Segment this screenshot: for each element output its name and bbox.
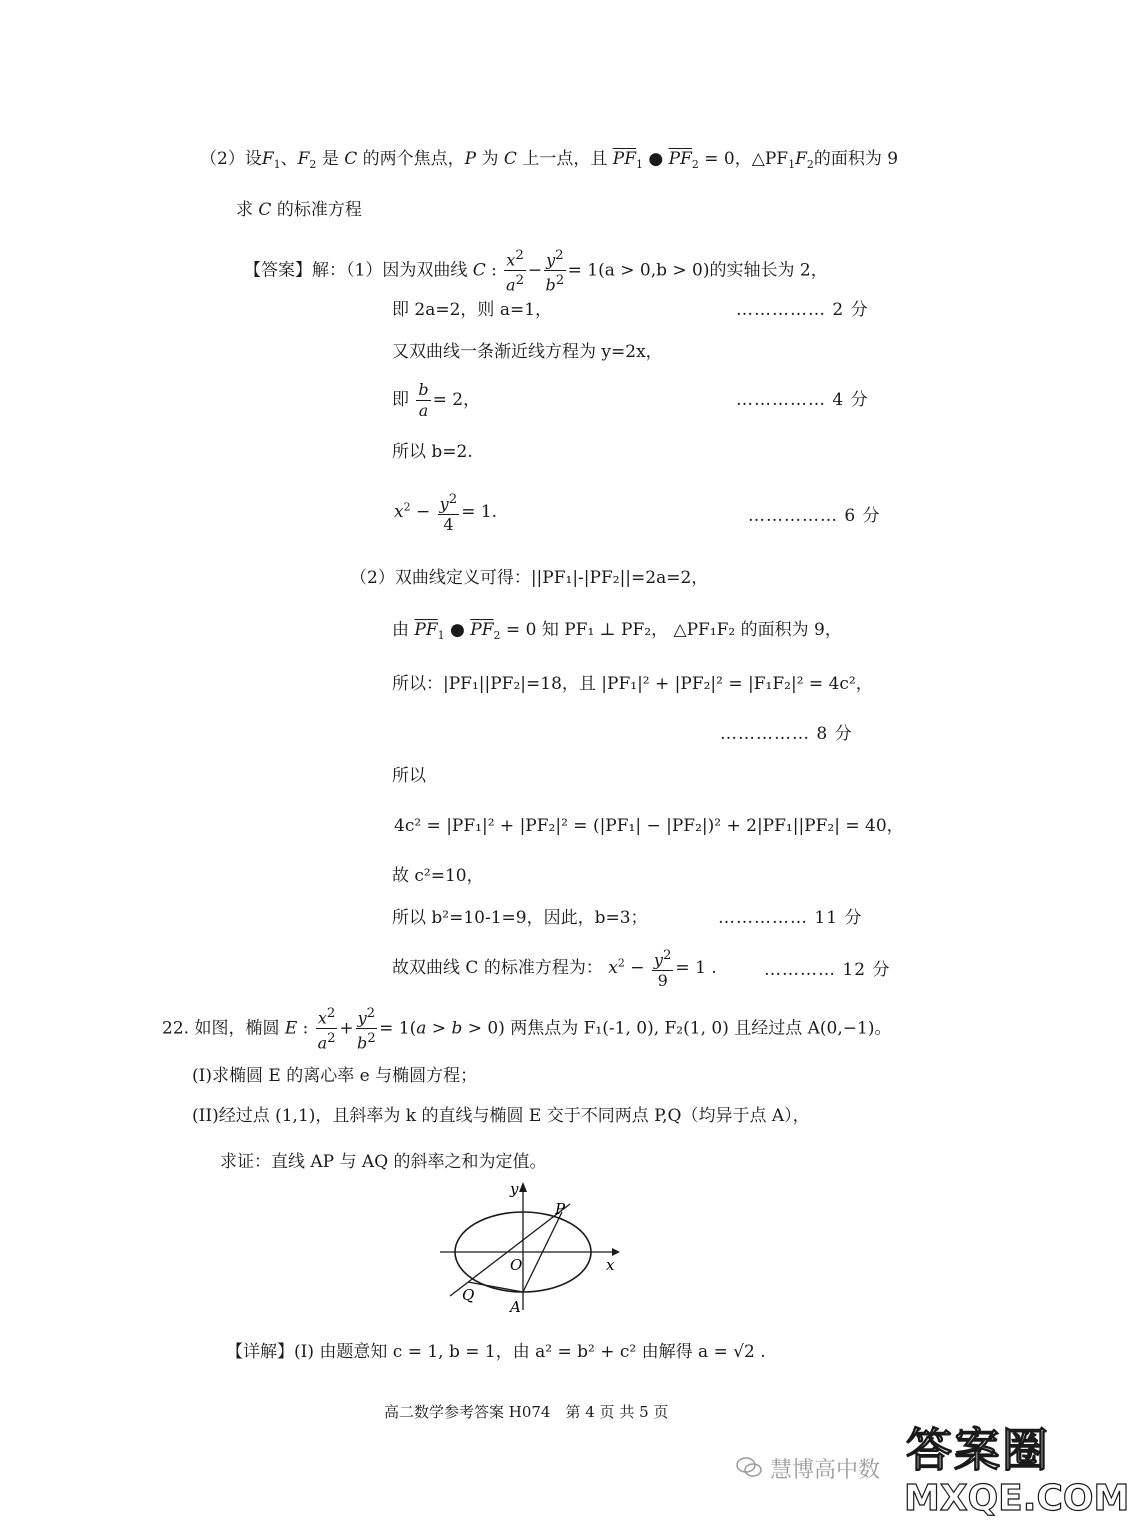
score-6: …………… 6 分 [748,506,881,526]
q22-line1: 22. 如图，椭圆 E : $\frac{x^2}{a^2}$ + $\frac{y^2}{b^2}$ = 1(a > b > 0) 两焦点为 F₁(-1, 0), F₂(1, 0) 且经过点 A(0,−1)。 [162,1006,892,1053]
answer-part2-line7: 所以 b²=10-1=9，因此，b=3； [392,908,648,928]
watermark-account: 慧博高中数 [770,1458,881,1483]
score-2: …………… 2 分 [736,300,869,320]
answer-part2-line1: （2）双曲线定义可得：||PF₁|-|PF₂||=2a=2， [350,568,709,588]
label-q: Q [462,1286,475,1304]
answer-part2-line8: 故双曲线 C 的标准方程为： $x^2$ − $\frac{y^2}{9}$ = 1 . [392,948,717,991]
label-p: P [555,1200,566,1218]
watermark-logo [900,1410,1129,1522]
q21-part2-line1: （2）设$F_1$、$F_2$ 是 C 的两个焦点，P 为 C 上一点，且 $\overline{PF}_1$ ● $\overline{PF}_2 = 0$，$\triangle PF_1F_2$的面积为 9 [200,149,899,171]
q21-part2-line2: 求 C 的标准方程 [236,200,362,220]
q22-line2: (I)求椭圆 E 的离心率 e 与椭圆方程； [192,1066,478,1086]
answer-part2-line5: 4c² = |PF₁|² + |PF₂|² = (|PF₁| − |PF₂|)² + 2|PF₁||PF₂| = 40， [394,816,904,836]
line-aq [468,1282,523,1292]
answer-part2-line3: 所以：|PF₁||PF₂|=18，且 |PF₁|² + |PF₂|² = |F₁F₂|² = 4c²， [392,674,873,694]
score-8: …………… 8 分 [720,724,853,744]
answer-part2-line4: 所以 [392,766,426,786]
wechat-icon [736,1456,762,1478]
y-axis-arrow [519,1182,527,1192]
logo-top-text: 答案圈 [906,1423,1050,1477]
answer-line-5: $x^2$ − $\frac{y^2}{4}$ = 1. [394,492,498,535]
answer-line-1: 即 2a=2，则 a=1， [392,300,553,320]
score-12: ………… 12 分 [764,960,891,980]
answer-line-4: 所以 b=2. [392,442,473,462]
label-y: y [510,1180,519,1198]
answer-line-3: 即 $\frac{b}{a}$ = 2， [392,380,481,420]
label-x: x [606,1256,615,1274]
answer-part2-line2: 由 $\overline{PF}_1$ ● $\overline{PF}_2 = 0$ 知 PF₁ ⊥ PF₂， △PF₁F₂ 的面积为 9， [392,620,842,642]
logo-bottom-text: MXQE.COM [904,1478,1129,1519]
label-a: A [510,1298,521,1316]
detail-line: 【详解】(I) 由题意知 c = 1, b = 1，由 a² = b² + c² 由解得 a = √2 . [226,1342,766,1362]
ellipse-figure [430,1176,630,1321]
q22-line4: 求证：直线 AP 与 AQ 的斜率之和为定值。 [220,1152,547,1172]
score-4: …………… 4 分 [736,390,869,410]
answer-intro: 【答案】解：（1）因为双曲线 C : $\frac{x^2}{a^2}$ − $\frac{y^2}{b^2}$ = 1(a > 0,b > 0)的实轴长为 2， [244,248,828,295]
answer-line-2: 又双曲线一条渐近线方程为 y=2x， [392,342,663,362]
score-11: …………… 11 分 [718,908,863,928]
q22-line3: (II)经过点 (1,1)，且斜率为 k 的直线与椭圆 E 交于不同两点 P,Q（均异于点 A）， [192,1106,810,1126]
page-footer: 高二数学参考答案 H074 第 4 页 共 5 页 [384,1403,669,1421]
answer-part2-line6: 故 c²=10， [392,866,484,886]
x-axis-arrow [612,1248,620,1256]
label-o: O [510,1256,523,1274]
